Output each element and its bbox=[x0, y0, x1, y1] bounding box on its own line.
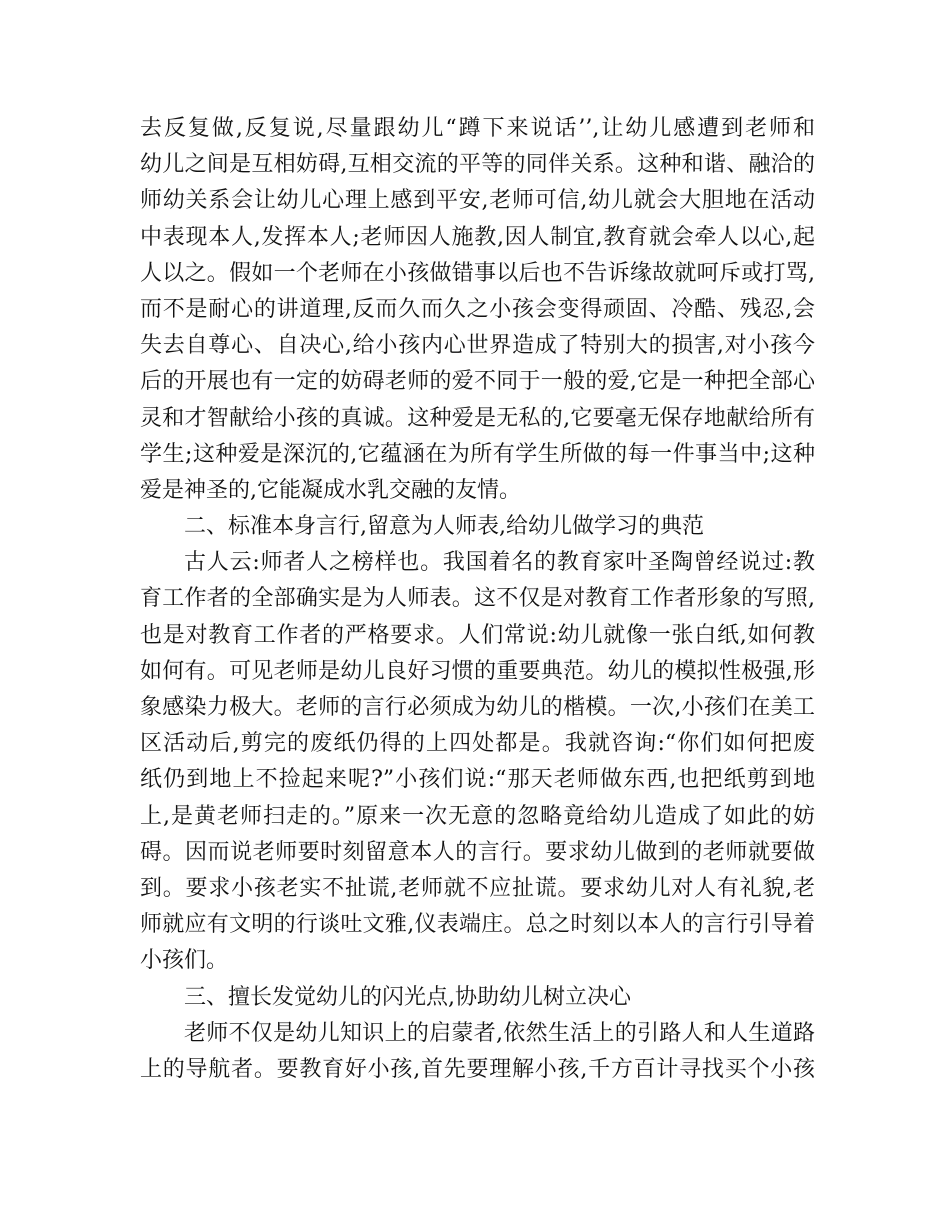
text-line: 纸仍到地上不捡起来呢?”小孩们说:“那天老师做东西,也把纸剪到地 bbox=[140, 767, 815, 793]
paragraph-2 bbox=[140, 545, 815, 979]
text-line: 也是对教育工作者的严格要求。人们常说:幼儿就像一张白纸,如何教 bbox=[140, 622, 815, 648]
text-line: 如何有。可见老师是幼儿良好习惯的重要典范。幼儿的模拟性极强,形 bbox=[140, 658, 815, 684]
paragraph-3 bbox=[140, 1016, 815, 1088]
text-line: 师就应有文明的行谈吐文雅,仪表端庄。总之时刻以本人的言行引导着 bbox=[140, 912, 815, 938]
text-line: 而不是耐心的讲道理,反而久而久之小孩会变得顽固、冷酷、残忍,会 bbox=[140, 296, 815, 322]
text-line: 人以之。假如一个老师在小孩做错事以后也不告诉缘故就呵斥或打骂, bbox=[140, 260, 815, 286]
text-line: 后的开展也有一定的妨碍老师的爱不同于一般的爱,它是一种把全部心 bbox=[140, 369, 815, 395]
text-line: 古人云:师者人之榜样也。我国着名的教育家叶圣陶曾经说过:教 bbox=[184, 550, 815, 576]
text-line: 上,是黄老师扫走的。”原来一次无意的忽略竟给幼儿造成了如此的妨 bbox=[140, 803, 815, 829]
text-line: 到。要求小孩老实不扯谎,老师就不应扯谎。要求幼儿对人有礼貌,老 bbox=[140, 875, 815, 901]
text-line: 学生;这种爱是深沉的,它蕴涵在为所有学生所做的每一件事当中;这种 bbox=[140, 441, 815, 467]
text-line: 幼儿之间是互相妨碍,互相交流的平等的同伴关系。这种和谐、融洽的 bbox=[140, 152, 815, 178]
text-line: 老师不仅是幼儿知识上的启蒙者,依然生活上的引路人和人生道路 bbox=[184, 1020, 815, 1046]
text-line: 上的导航者。要教育好小孩,首先要理解小孩,千方百计寻找买个小孩 bbox=[140, 1056, 815, 1082]
text-line: 育工作者的全部确实是为人师表。这不仅是对教育工作者形象的写照, bbox=[140, 586, 815, 612]
text-line: 象感染力极大。老师的言行必须成为幼儿的楷模。一次,小孩们在美工 bbox=[140, 695, 815, 720]
text-line: 灵和才智献给小孩的真诚。这种爱是无私的,它要毫无保存地献给所有 bbox=[140, 405, 815, 431]
text-line: 师幼关系会让幼儿心理上感到平安,老师可信,幼儿就会大胆地在活动 bbox=[140, 188, 815, 214]
text-line: 中表现本人,发挥本人;老师因人施教,因人制宜,教育就会牵人以心,起 bbox=[140, 224, 815, 250]
section-heading-2: 二、标准本身言行,留意为人师表,给幼儿做学习的典范 bbox=[184, 514, 704, 540]
text-line: 区活动后,剪完的废纸仍得的上四处都是。我就咨询:“你们如何把废 bbox=[140, 731, 815, 757]
text-line: 碍。因而说老师要时刻留意本人的言行。要求幼儿做到的老师就要做 bbox=[140, 839, 815, 865]
paragraph-1 bbox=[140, 111, 815, 509]
section-heading-3: 三、擅长发觉幼儿的闪光点,协助幼儿树立决心 bbox=[184, 984, 631, 1010]
text-line: 去反复做,反复说,尽量跟幼儿“蹲下来说话’’,让幼儿感遭到老师和 bbox=[140, 116, 815, 141]
text-line: 爱是神圣的,它能凝成水乳交融的友情。 bbox=[140, 477, 521, 503]
document-body bbox=[140, 111, 815, 1088]
text-line: 小孩们。 bbox=[140, 948, 229, 974]
text-line: 失去自尊心、自决心,给小孩内心世界造成了特别大的损害,对小孩今 bbox=[140, 333, 815, 359]
